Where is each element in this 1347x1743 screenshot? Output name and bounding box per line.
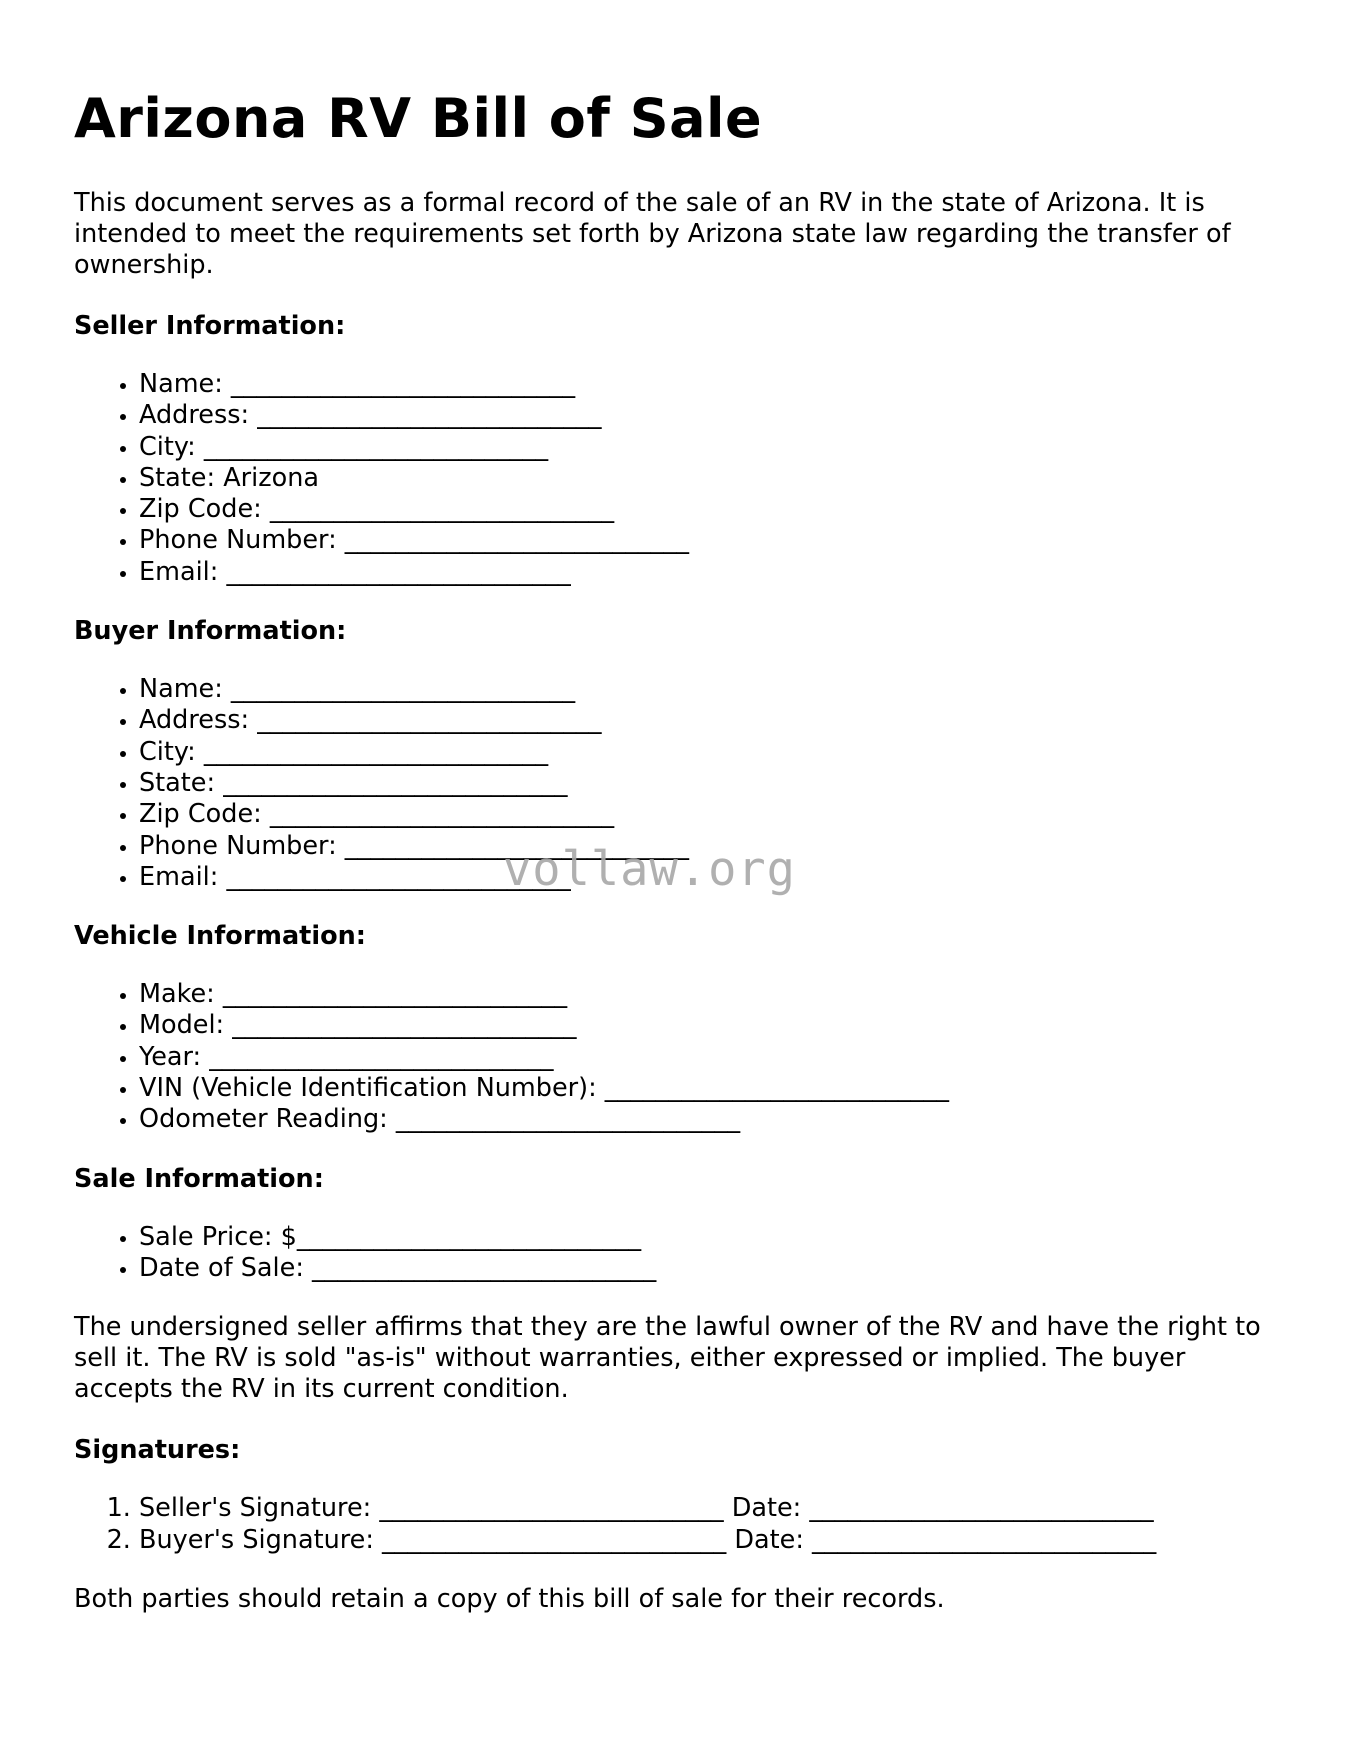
vehicle-heading: Vehicle Information: <box>74 921 366 952</box>
seller-phone-field: • Phone Number: ___________________________ <box>139 525 1274 556</box>
vehicle-year-field: • Year: ___________________________ <box>139 1042 1274 1073</box>
buyer-signature-line: 2. Buyer's Signature: ___________________________ Date: ___________________________ <box>139 1525 1274 1556</box>
seller-zip-field: • Zip Code: ___________________________ <box>139 494 1274 525</box>
signatures-heading: Signatures: <box>74 1435 241 1466</box>
seller-name-field: • Name: ___________________________ <box>139 369 1274 400</box>
buyer-state-field: • State: ___________________________ <box>139 768 1274 799</box>
vehicle-odometer-field: • Odometer Reading: ___________________________ <box>139 1104 1274 1135</box>
intro-paragraph: This document serves as a formal record of the sale of an RV in the state of Arizona. It is intended to meet the requirements set forth by Arizona state law regarding the transfer of ownership. <box>74 188 1231 280</box>
buyer-address-field: • Address: ___________________________ <box>139 705 1274 736</box>
sale-price-field: • Sale Price: $___________________________ <box>139 1222 1274 1253</box>
seller-state-field: • State: Arizona <box>139 463 1274 494</box>
seller-city-field: • City: ___________________________ <box>139 432 1274 463</box>
buyer-zip-field: • Zip Code: ___________________________ <box>139 799 1274 830</box>
vehicle-list <box>74 979 1274 1135</box>
vehicle-vin-field: • VIN (Vehicle Identification Number): ___________________________ <box>139 1073 1274 1104</box>
seller-heading: Seller Information: <box>74 311 346 341</box>
watermark-text: vollaw.org <box>503 842 796 897</box>
signatures-list <box>74 1493 1274 1556</box>
buyer-email-field: • Email: ___________________________ <box>139 862 1274 893</box>
seller-signature-line: 1. Seller's Signature: ___________________________ Date: ___________________________ <box>139 1493 1274 1524</box>
vehicle-model-field: • Model: ___________________________ <box>139 1010 1274 1041</box>
sale-heading: Sale Information: <box>74 1163 324 1194</box>
sale-date-field: • Date of Sale: ___________________________ <box>139 1253 1274 1284</box>
closing-paragraph: Both parties should retain a copy of this bill of sale for their records. <box>74 1583 945 1614</box>
buyer-phone-field: • Phone Number: ___________________________ <box>139 831 1274 862</box>
buyer-list <box>74 674 1274 893</box>
document-title: Arizona RV Bill of Sale <box>74 87 763 150</box>
buyer-heading: Buyer Information: <box>74 616 347 647</box>
seller-list <box>74 369 1274 588</box>
sale-list <box>74 1222 1274 1285</box>
document-page <box>74 87 1274 1645</box>
seller-address-field: • Address: ___________________________ <box>139 400 1274 431</box>
buyer-city-field: • City: ___________________________ <box>139 737 1274 768</box>
affirmation-paragraph: The undersigned seller affirms that they are the lawful owner of the RV and have the right to sell it. The RV is sold "as-is" without warranties, either expressed or implied. The buyer accepts the RV in its current condition. <box>74 1312 1261 1405</box>
buyer-name-field: • Name: ___________________________ <box>139 674 1274 705</box>
seller-email-field: • Email: ___________________________ <box>139 557 1274 588</box>
vehicle-make-field: • Make: ___________________________ <box>139 979 1274 1010</box>
